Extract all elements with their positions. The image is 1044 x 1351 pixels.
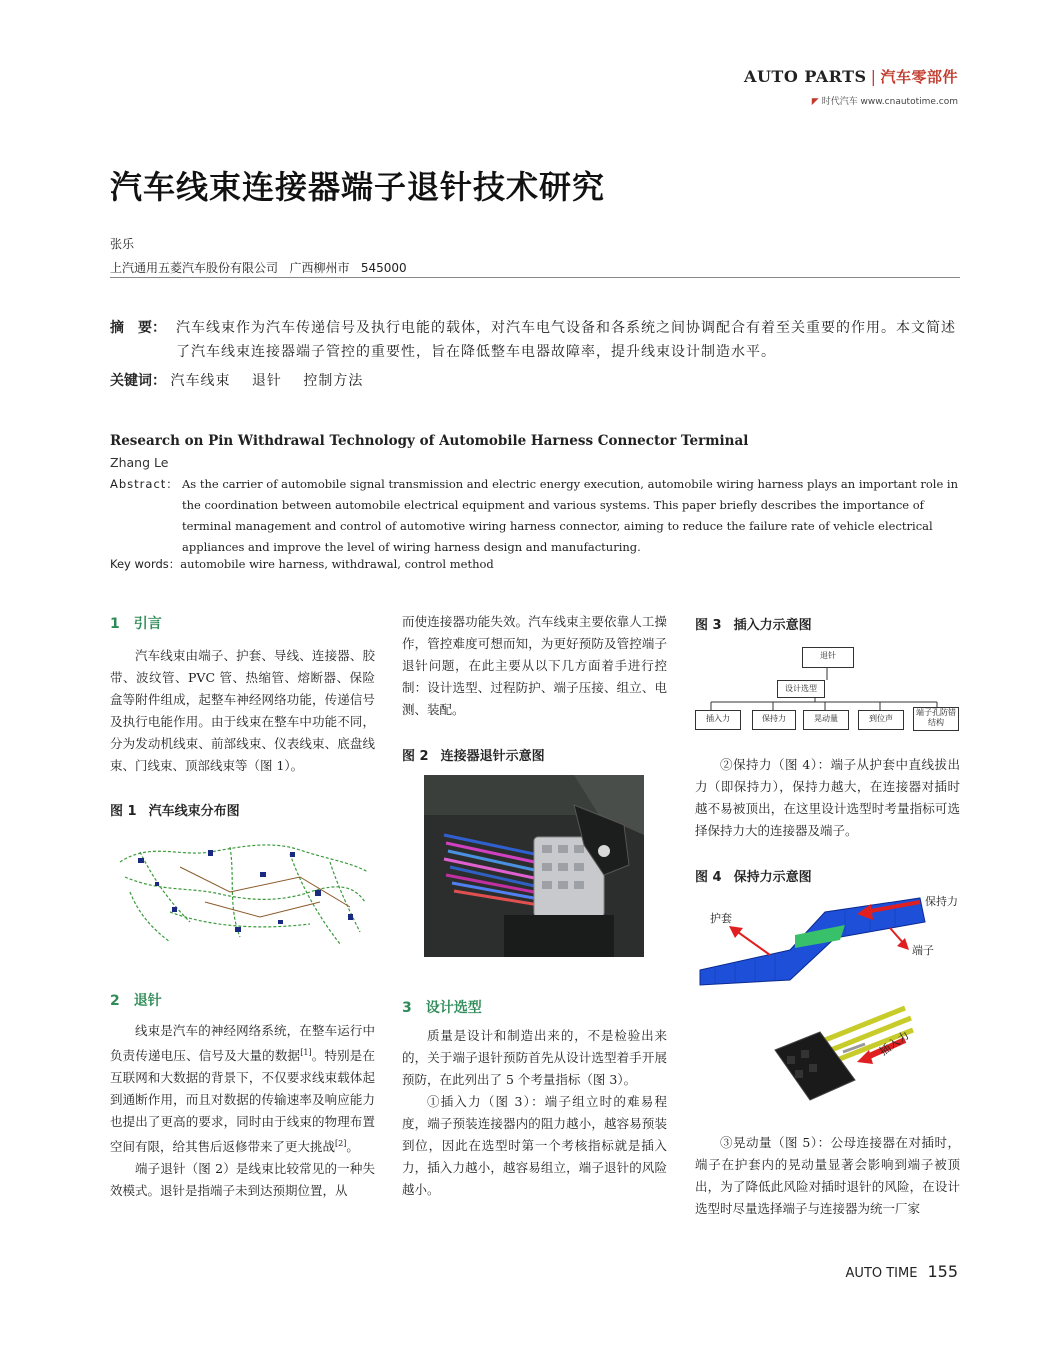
figure-4-caption	[695, 866, 812, 885]
figure-number: 图 4	[695, 870, 722, 885]
site-logo-icon: ◤	[811, 97, 819, 107]
figure-number: 图 3	[695, 618, 722, 633]
title-divider	[110, 277, 960, 278]
section-3-continued	[695, 754, 960, 842]
tree-root: 退针	[802, 647, 854, 668]
paragraph: ②保持力（图 4）：端子从护套中直线拔出力（即保持力），保持力越大，在连接器对插时越不易被顶出，在这里设计选型时考量指标可选择保持力大的连接器及端子。	[695, 757, 960, 838]
english-title: Research on Pin Withdrawal Technology of Automobile Harness Connector Terminal	[110, 433, 749, 449]
keywords-label: 关键词：	[110, 373, 166, 389]
section-2-continued	[402, 611, 667, 721]
abstract-label: 摘 要：	[110, 320, 166, 336]
keyword-item: 退针	[251, 373, 282, 389]
figure-caption-text: 汽车线束分布图	[148, 804, 240, 819]
abstract-en-label: Abstract：	[110, 477, 179, 491]
paragraph: ①插入力（图 3）：端子组立时的难易程度，端子预装连接器内的阻力越小，越容易预装到位，因此在选型时第一个考核指标就是插入力，插入力越小，越容易组立，端子退针的风险越小。	[402, 1094, 667, 1197]
header-auto-parts: AUTO PARTS	[744, 67, 867, 86]
label-terminal: 端子	[912, 944, 934, 957]
label-sheath: 护套	[710, 912, 732, 925]
label-insertion-force: 插入力	[877, 1028, 912, 1059]
paragraph	[110, 1020, 375, 1158]
paper-title: 汽车线束连接器端子退针技术研究	[110, 168, 606, 206]
journal-header	[744, 66, 958, 87]
citation-ref: [2]	[335, 1139, 347, 1149]
header-site	[812, 94, 958, 107]
abstract-en-text: As the carrier of automobile signal transmission and electric energy execution, automobile wiring harness plays an important role in the coordination between automobile electrical equipment and various systems. This paper briefly describes the importance of terminal management and control of automotive wiring harness connector, aiming to reduce the failure rate of vehicle electrical appliances and improve the level of wiring harness design and manufacturing.	[182, 477, 959, 554]
paragraph: 端子退针（图 2）是线束比较常见的一种失效模式。退针是指端子未到达预期位置，从	[110, 1161, 375, 1199]
section-1-body	[110, 645, 375, 777]
section-2-heading: 2 退针	[110, 993, 162, 1009]
para-text: 。	[346, 1139, 359, 1155]
site-text: 时代汽车 www.cnautotime.com	[821, 97, 958, 107]
figure-1-caption	[110, 800, 240, 819]
figure-2-connector-photo	[424, 775, 644, 957]
paragraph: 质量是设计和制造出来的，不是检验出来的，关于端子退针预防首先从设计选型着手开展预防，在此列出了 5 个考量指标（图 3）。	[402, 1028, 667, 1087]
section-3-heading: 3 设计选型	[402, 1000, 482, 1016]
section-3-body	[402, 1025, 667, 1201]
keyword-item: 控制方法	[303, 373, 364, 389]
figure-2-caption	[402, 745, 545, 764]
abstract-en	[110, 474, 962, 558]
tree-leaf: 端子孔防错结构	[913, 707, 959, 731]
english-author: Zhang Le	[110, 455, 169, 470]
para-text: 。特别是在互联网和大数据的背景下，不仅要求线束载体起到通断作用，而且对数据的传输速率及响应能力也提出了更高的要求，同时由于线束的物理布置空间有限，给其售后返修带来了更大挑战	[110, 1048, 375, 1155]
abstract-text: 汽车线束作为汽车传递信号及执行电能的载体，对汽车电气设备和各系统之间协调配合有着至关重要的作用。本文简述了汽车线束连接器端子管控的重要性，旨在降低整车电器故障率，提升线束设计制造水平。	[176, 320, 956, 360]
affiliation: 上汽通用五菱汽车股份有限公司 广西柳州市 545000	[110, 261, 407, 275]
keyword-item: 汽车线束	[170, 373, 231, 389]
paragraph: 而使连接器功能失效。汽车线束主要依靠人工操作，管控难度可想而知，为更好预防及管控端子退针问题，在此主要从以下几方面着手进行控制：设计选型、过程防护、端子压接、组立、电测、装配。	[402, 614, 667, 717]
figure-1-harness-diagram	[110, 832, 375, 954]
figure-caption-text: 连接器退针示意图	[440, 749, 545, 764]
para-text: 线束是汽车的神经网络系统，在整车运行中负责传递电压、信号及大量的数据	[110, 1023, 375, 1064]
tree-leaf: 插入力	[695, 710, 741, 730]
figure-caption-text: 保持力示意图	[733, 870, 812, 885]
label-holding-force: 保持力	[925, 895, 958, 908]
keywords-en-label: Key words：	[110, 557, 181, 571]
header-section-cn: 汽车零部件	[880, 68, 958, 86]
tree-leaf: 到位声	[858, 710, 904, 730]
section-2-body	[110, 1020, 375, 1202]
tree-leaf: 晃动量	[803, 710, 849, 730]
section-3-continued-2	[695, 1132, 960, 1220]
citation-ref: [1]	[300, 1048, 312, 1057]
section-1-heading: 1 引言	[110, 616, 162, 632]
figure-3-caption	[695, 614, 812, 633]
keywords-cn	[110, 370, 379, 390]
footer-journal: AUTO TIME	[845, 1266, 918, 1281]
keywords-en	[110, 556, 494, 572]
figure-number: 图 2	[402, 749, 429, 764]
figure-3-tree-diagram	[695, 640, 960, 735]
tree-leaf: 保持力	[752, 710, 796, 730]
figure-caption-text: 插入力示意图	[733, 618, 812, 633]
keywords-en-text: automobile wire harness, withdrawal, control method	[180, 557, 494, 571]
figure-4-connector-photo	[765, 1000, 915, 1112]
abstract-cn	[110, 316, 962, 364]
header-separator: |	[870, 67, 877, 86]
tree-mid: 设计选型	[777, 680, 825, 698]
paragraph: 汽车线束由端子、护套、导线、连接器、胶带、波纹管、PVC 管、热缩管、熔断器、保险盒等附件组成，起整车神经网络功能，传递信号及执行电能作用。由于线束在整车中功能不同，分为发动机线束、前部线束、仪表线束、底盘线束、门线束、顶部线束等（图 1）。	[110, 648, 375, 773]
page-footer	[846, 1262, 958, 1281]
figure-number: 图 1	[110, 804, 137, 819]
page-number: 155	[927, 1262, 958, 1281]
paragraph: ③晃动量（图 5）：公母连接器在对插时，端子在护套内的晃动量显著会影响到端子被顶出，为了降低此风险对插时退针的风险，在设计选型时尽量选择端子与连接器为统一厂家	[695, 1135, 960, 1216]
author: 张乐	[110, 237, 135, 251]
